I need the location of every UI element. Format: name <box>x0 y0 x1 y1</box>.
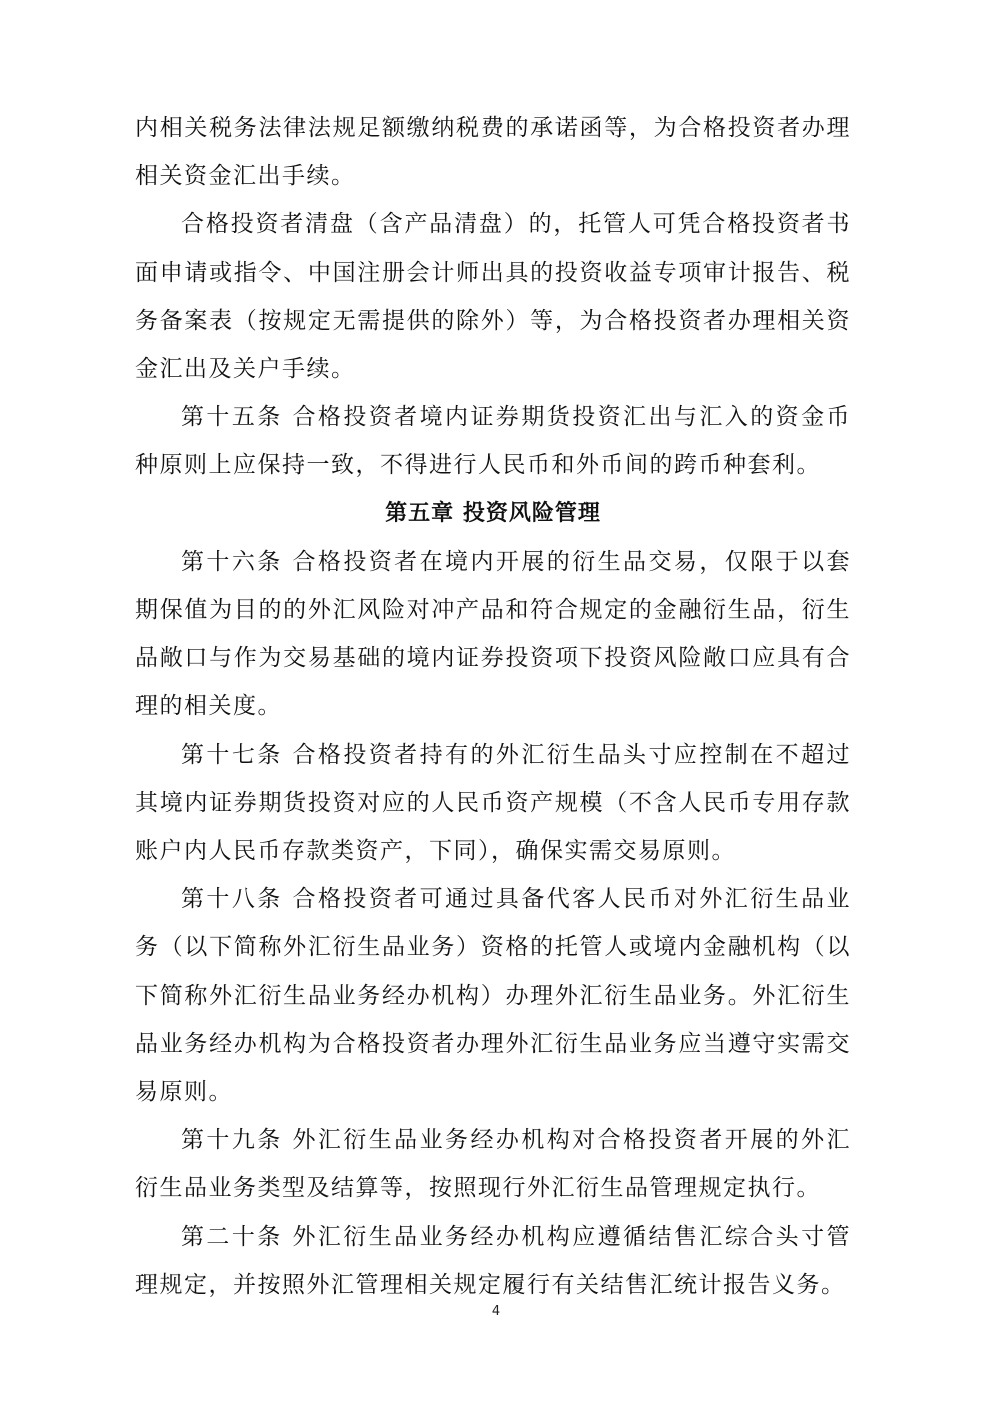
chapter-heading: 第五章 投资风险管理 <box>385 500 601 526</box>
paragraph-article-19: 第十九条 外汇衍生品业务经办机构对合格投资者开展的外汇衍生品业务类型及结算等，按照现行外汇衍生品管理规定执行。 <box>135 1127 851 1202</box>
paragraph-liquidation: 合格投资者清盘（含产品清盘）的，托管人可凭合格投资者书面申请或指令、中国注册会计师出具的投资收益专项审计报告、税务备案表（按规定无需提供的除外）等，为合格投资者办理相关资金汇出及关户手续。 <box>135 211 851 383</box>
paragraph-article-15: 第十五条 合格投资者境内证券期货投资汇出与汇入的资金币种原则上应保持一致，不得进行人民币和外币间的跨币种套利。 <box>135 404 851 479</box>
paragraph-article-20: 第二十条 外汇衍生品业务经办机构应遵循结售汇综合头寸管理规定，并按照外汇管理相关规定履行有关结售汇统计报告义务。 <box>135 1223 851 1298</box>
paragraph-article-18: 第十八条 合格投资者可通过具备代客人民币对外汇衍生品业务（以下简称外汇衍生品业务）资格的托管人或境内金融机构（以下简称外汇衍生品业务经办机构）办理外汇衍生品业务。外汇衍生品业务经办机构为合格投资者办理外汇衍生品业务应当遵守实需交易原则。 <box>135 886 851 1106</box>
document-body <box>135 104 851 1309</box>
paragraph-continuation: 内相关税务法律法规足额缴纳税费的承诺函等，为合格投资者办理相关资金汇出手续。 <box>135 115 851 190</box>
paragraph-article-16: 第十六条 合格投资者在境内开展的衍生品交易，仅限于以套期保值为目的的外汇风险对冲产品和符合规定的金融衍生品，衍生品敞口与作为交易基础的境内证券投资项下投资风险敞口应具有合理的相关度。 <box>135 548 851 720</box>
paragraph-article-17: 第十七条 合格投资者持有的外汇衍生品头寸应控制在不超过其境内证券期货投资对应的人民币资产规模（不含人民币专用存款账户内人民币存款类资产，下同），确保实需交易原则。 <box>135 741 851 865</box>
page-number: 4 <box>491 1304 501 1319</box>
